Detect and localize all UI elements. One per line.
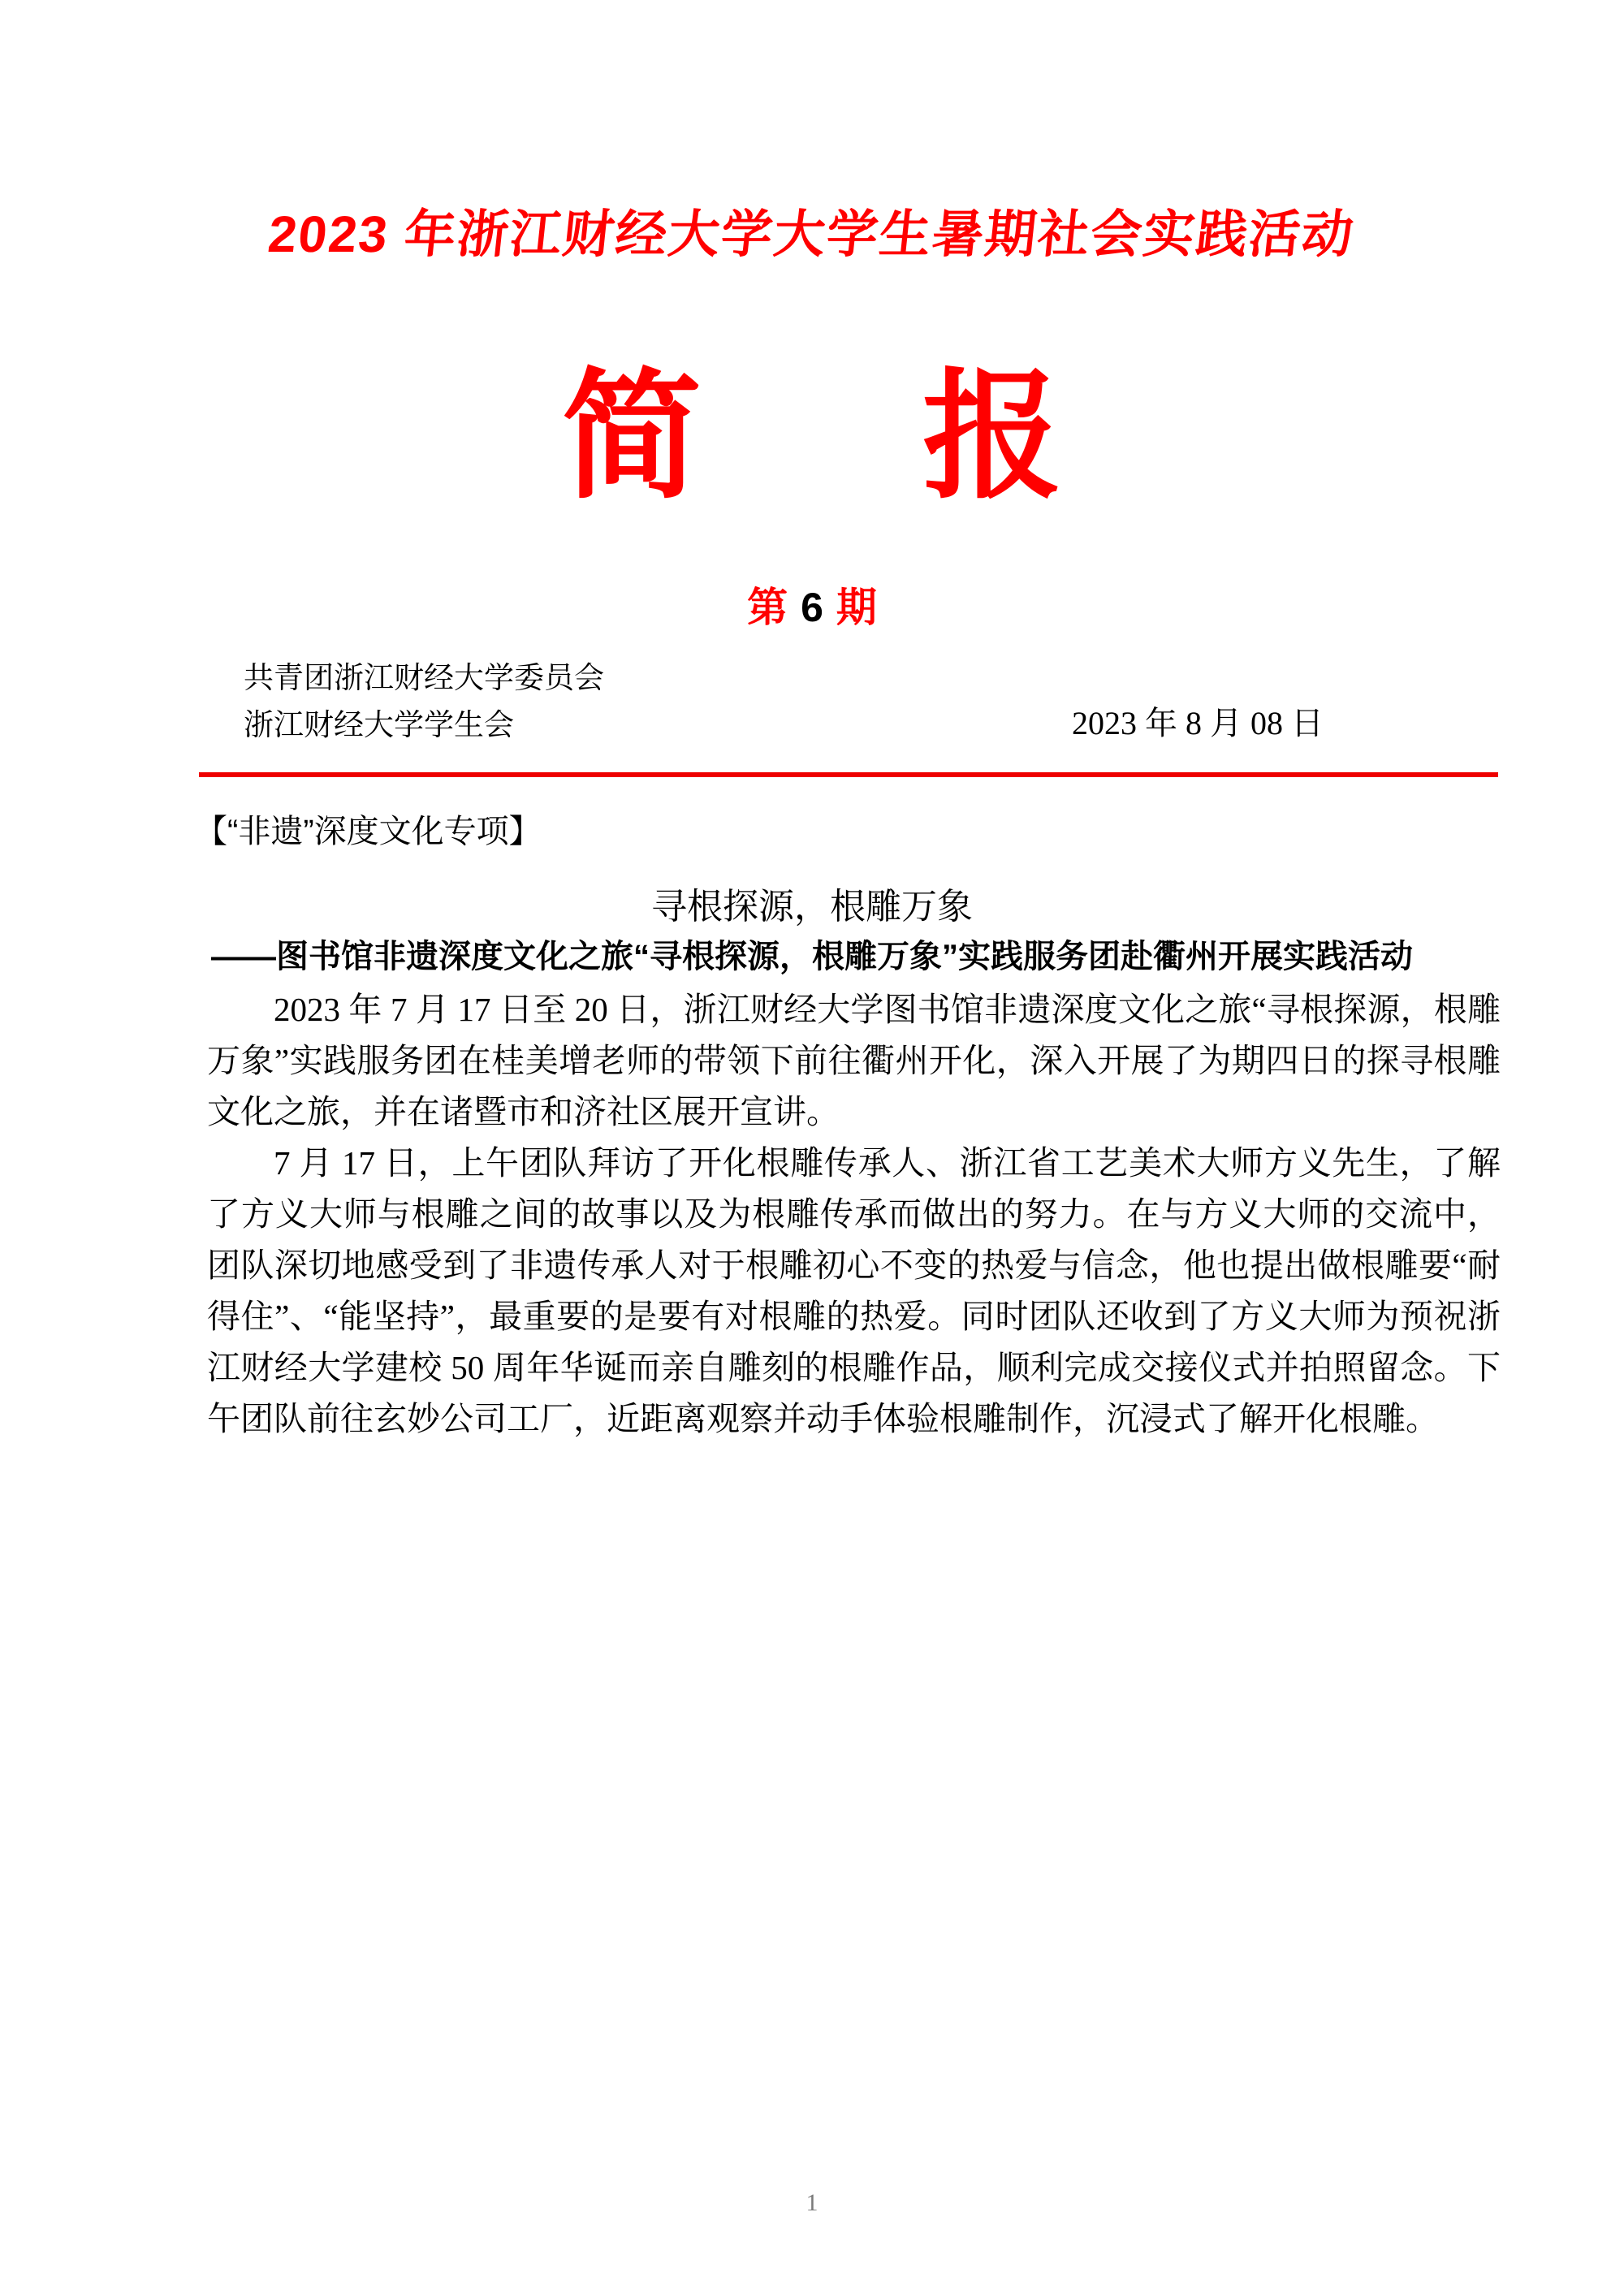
issuing-organizations [244,655,604,749]
masthead-char-jian: 简 [562,359,702,515]
bulletin-masthead [0,359,1624,515]
page-number: 1 [806,2189,818,2216]
issue-number: 6 [801,585,823,630]
body-paragraph-1: 2023 年 7 月 17 日至 20 日，浙江财经大学图书馆非遗深度文化之旅“寻根探源，根雕万象”实践服务团在桂美增老师的带领下前往衢州开化，深入开展了为期四日的探寻根雕文化之旅，并在诸暨市和济社区展开宣讲。 [207,991,1501,1130]
body-paragraph-2: 7 月 17 日，上午团队拜访了开化根雕传承人、浙江省工艺美术大师方义先生，了解了方义大师与根雕之间的故事以及为根雕传承而做出的努力。在与方义大师的交流中，团队深切地感受到了非遗传承人对于根雕初心不变的热爱与信念，他也提出做根雕要“耐得住”、“能坚持”，最重要的是要有对根雕的热爱。同时团队还收到了方义大师为预祝浙江财经大学建校 50 周年华诞而亲自雕刻的根雕作品，顺利完成交接仪式并拍照留念。下午团队前往玄妙公司工厂，近距离观察并动手体验根雕制作，沉浸式了解开化根雕。 [207,1144,1501,1437]
section-tag-intangible-heritage: 【“非遗”深度文化专项】 [195,814,542,849]
header-divider-rule [199,772,1498,777]
masthead-char-bao: 报 [922,359,1062,515]
activity-banner-title: 2023 年浙江财经大学大学生暑期社会实践活动 [265,206,1358,263]
article-subtitle: ——图书馆非遗深度文化之旅“寻根探源，根雕万象”实践服务团赴衢州开展实践活动 [211,939,1413,974]
issue-number-line [0,583,1624,632]
article-body [207,984,1501,1445]
issue-prefix: 第 [747,585,788,630]
issue-suffix: 期 [836,585,877,630]
article-title: 寻根探源，根雕万象 [651,887,973,927]
issue-date: 2023 年 8 月 08 日 [1072,705,1324,741]
org-line-student-union: 浙江财经大学学生会 [244,708,514,741]
org-line-youth-league-committee: 共青团浙江财经大学委员会 [244,661,604,694]
